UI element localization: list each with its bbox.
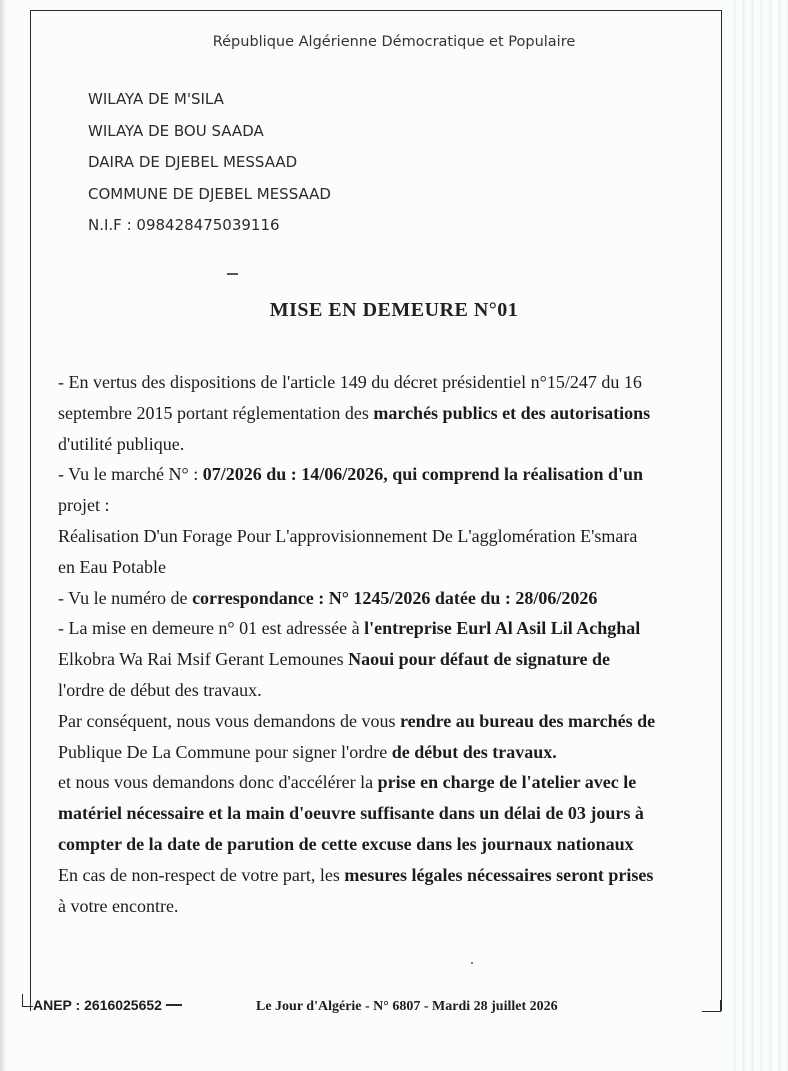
republic-heading: République Algérienne Démocratique et Populaire — [212, 34, 576, 50]
body-text: à votre encontre. — [58, 895, 179, 916]
body-text: - La mise en demeure n° 01 est adressée à — [58, 618, 365, 639]
body-line — [58, 860, 718, 891]
wilaya-msila: WILAYA DE M'SILA — [88, 90, 224, 108]
body-text: - Vu le numéro de — [58, 587, 193, 608]
body-text: Publique De La Commune pour signer l'ordre — [58, 741, 392, 762]
notice-title: MISE EN DEMEURE N°01 — [269, 299, 519, 321]
nif-line: N.I.F : 098428475039116 — [88, 216, 280, 234]
body-text-bold: correspondance : N° 1245/2026 datée du : 28/06/2026 — [192, 587, 598, 608]
anep-number: ANEP : 2616025652 — [33, 997, 162, 1013]
wilaya-bou-saada: WILAYA DE BOU SAADA — [88, 121, 264, 140]
scan-left-edge — [0, 0, 6, 1071]
body-line — [58, 552, 718, 583]
notice-body — [58, 367, 718, 921]
newspaper-reference: Le Jour d'Algérie - N° 6807 - Mardi 28 juillet 2026 — [256, 999, 558, 1014]
anep-dash — [166, 1004, 182, 1006]
scan-right-stripes — [728, 0, 788, 1071]
body-text: Par conséquent, nous vous demandons de vous — [58, 710, 400, 731]
body-text: Réalisation D'un Forage — [58, 525, 237, 546]
frame-corner-right — [702, 1000, 721, 1012]
separator-dash — [227, 273, 238, 275]
body-line — [58, 583, 718, 614]
body-text-bold: suffisante dans un délai de 03 jours à — [360, 803, 644, 824]
body-line — [58, 644, 718, 675]
body-line — [58, 767, 718, 798]
body-text-bold: matériel nécessaire et la main d'oeuvre — [58, 803, 361, 824]
body-line — [58, 675, 718, 706]
anep-reference — [22, 997, 182, 1013]
body-text: et nous vous demandons donc d'accélérer la — [58, 772, 378, 793]
body-line — [58, 429, 718, 460]
body-line — [58, 367, 718, 398]
body-text: d'utilité publique. — [58, 433, 185, 454]
body-line — [58, 613, 718, 644]
body-text-bold: mesures légales nécessaires seront prises — [344, 864, 654, 885]
body-line — [58, 737, 718, 768]
body-text-bold: prise en charge de l'atelier avec le — [377, 772, 637, 793]
body-text-bold: de début des travaux. — [391, 741, 557, 762]
administration-block — [88, 84, 331, 242]
body-text: septembre 2015 portant réglementation des — [58, 402, 374, 423]
body-line — [58, 459, 718, 490]
body-text: projet : — [58, 495, 110, 516]
body-text: En cas de non-respect de votre part, les — [58, 864, 345, 885]
body-line — [58, 706, 718, 737]
body-text: l'ordre de début des travaux. — [58, 679, 262, 700]
body-line — [58, 891, 718, 922]
body-text-bold: excuse dans les journaux nationaux — [361, 833, 634, 854]
body-text-bold: l'entreprise Eurl Al Asil Lil Achghal — [364, 618, 641, 639]
body-text: en Eau Potable — [58, 556, 166, 577]
body-text: - En vertus des dispositions de l'article 149 du décret présidentiel n°15/247 du 16 — [58, 372, 642, 392]
scan-speck — [471, 962, 473, 964]
frame-corner-left — [22, 994, 33, 1007]
body-line — [58, 398, 718, 429]
body-text-bold: 07/2026 du : 14/06/2026, qui comprend la réalisation d'un — [202, 464, 643, 485]
body-text-bold: marchés publics et des autorisations — [373, 402, 651, 423]
body-line — [58, 490, 718, 521]
body-text: Elkobra Wa Rai Msif Gerant Lemounes — [58, 649, 349, 670]
commune-line: COMMUNE DE DJEBEL MESSAAD — [88, 184, 331, 203]
body-line — [58, 521, 718, 552]
body-line — [58, 798, 718, 829]
body-text: Pour L'approvisionnement De L'agglomération E'smara — [236, 525, 638, 546]
daira-line: DAIRA DE DJEBEL MESSAAD — [88, 153, 298, 171]
body-text: - Vu le marché N° : — [58, 464, 203, 485]
body-line — [58, 829, 718, 860]
body-text-bold: rendre au bureau des marchés de — [399, 710, 656, 731]
body-text-bold: Naoui pour défaut de signature de — [348, 649, 611, 670]
body-text-bold: compter de la date de parution de cette — [58, 833, 362, 854]
